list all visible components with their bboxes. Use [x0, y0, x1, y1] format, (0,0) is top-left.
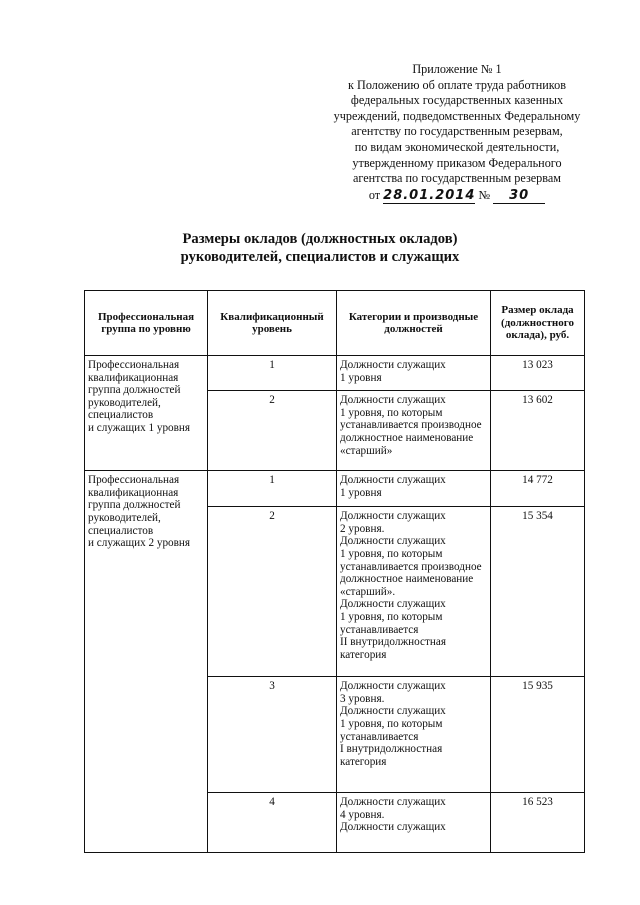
posts-line: 1 уровня — [340, 486, 382, 499]
cell-salary: 16 523 — [491, 793, 585, 853]
appendix-line: к Положению об оплате труда работников — [348, 77, 566, 92]
posts-line: 1 уровня, по которым — [340, 717, 443, 730]
cell-group-name — [85, 356, 208, 471]
posts-line: категория — [340, 755, 387, 768]
header-group: Профессиональная группа по уровню — [85, 291, 208, 356]
posts-line: II внутридолжностная — [340, 636, 446, 649]
group-name-line: квалификационная — [88, 371, 179, 384]
document-title — [0, 230, 640, 266]
cell-salary: 14 772 — [491, 471, 585, 507]
posts-line: устанавливается — [340, 730, 419, 743]
header-salary: Размер оклада (должностного оклада), руб. — [491, 291, 585, 356]
title-line-1: Размеры окладов (должностных окладов) — [182, 231, 458, 247]
posts-line: устанавливается производное — [340, 419, 482, 432]
cell-level: 2 — [208, 391, 337, 471]
cell-posts — [337, 793, 491, 853]
cell-posts — [337, 471, 491, 507]
cell-level: 2 — [208, 507, 337, 677]
posts-line: «старший». — [340, 585, 396, 598]
date-prefix: от — [368, 187, 381, 202]
posts-line: Должности служащих — [340, 680, 446, 693]
cell-level: 1 — [208, 356, 337, 391]
cell-level: 3 — [208, 677, 337, 793]
appendix-block — [318, 62, 596, 204]
cell-salary: 13 602 — [491, 391, 585, 471]
header-posts: Категории и производные должностей — [337, 291, 491, 356]
table-body — [85, 356, 585, 853]
header-level: Квалификационный уровень — [208, 291, 337, 356]
posts-line: Должности служащих — [340, 359, 446, 371]
group-name-line: и служащих 1 уровня — [88, 421, 191, 434]
number-prefix: № — [478, 187, 491, 202]
posts-line: Должности служащих — [340, 474, 446, 487]
posts-line: должностное наименование — [340, 431, 474, 444]
cell-group-name — [85, 471, 208, 853]
handwritten-number: 30 — [493, 189, 545, 204]
cell-level: 1 — [208, 471, 337, 507]
group-name-line: Профессиональная — [88, 359, 180, 371]
appendix-line: по видам экономической деятельности, — [354, 139, 560, 154]
posts-line: 3 уровня. — [340, 692, 385, 705]
title-line-2: руководителей, специалистов и служащих — [180, 249, 460, 265]
posts-line: Должности служащих — [340, 535, 446, 548]
group-name-line: квалификационная — [88, 486, 179, 499]
cell-posts — [337, 356, 491, 391]
table-header-row — [85, 291, 585, 356]
appendix-line: Приложение № 1 — [412, 62, 502, 76]
appendix-line: федеральных государственных казенных — [350, 93, 564, 108]
posts-line: Должности служащих — [340, 705, 446, 718]
group-name-line: и служащих 2 уровня — [88, 537, 191, 550]
posts-line: I внутридолжностная — [340, 743, 443, 756]
posts-line: 4 уровня. — [340, 808, 385, 821]
appendix-line: учреждений, подведомственных Федеральному — [333, 108, 581, 123]
posts-line: 1 уровня — [340, 371, 382, 384]
handwritten-date: 28.01.2014 — [383, 187, 476, 203]
posts-line: Должности служащих — [340, 598, 446, 611]
group-name-line: руководителей, — [88, 396, 161, 409]
group-name-line: группа должностей — [88, 499, 181, 512]
group-name-line: специалистов — [88, 524, 154, 537]
appendix-line: утвержденному приказом Федерального — [352, 155, 562, 170]
posts-line: 1 уровня, по которым — [340, 547, 443, 560]
posts-line: должностное наименование — [340, 573, 474, 586]
posts-line: устанавливается производное — [340, 560, 482, 573]
posts-line: «старший» — [340, 444, 393, 457]
appendix-line: агентства по государственным резервам — [353, 171, 561, 186]
salary-table — [84, 290, 585, 853]
posts-line: устанавливается — [340, 623, 419, 636]
cell-level: 4 — [208, 793, 337, 853]
group-name-line: специалистов — [88, 409, 154, 422]
posts-line: 1 уровня, по которым — [340, 610, 443, 623]
posts-line: Должности служащих — [340, 821, 446, 834]
appendix-line: агентству по государственным резервам, — [351, 124, 563, 139]
cell-posts — [337, 391, 491, 471]
table-row — [85, 471, 585, 507]
cell-posts — [337, 677, 491, 793]
order-date-line — [318, 188, 596, 204]
cell-posts — [337, 507, 491, 677]
cell-salary: 15 354 — [491, 507, 585, 677]
cell-salary: 13 023 — [491, 356, 585, 391]
posts-line: 2 уровня. — [340, 522, 385, 535]
posts-line: Должности служащих — [340, 796, 446, 809]
posts-line: 1 уровня, по которым — [340, 406, 443, 419]
posts-line: категория — [340, 648, 387, 661]
posts-line: Должности служащих — [340, 394, 446, 407]
cell-salary: 15 935 — [491, 677, 585, 793]
posts-line: Должности служащих — [340, 510, 446, 523]
group-name-line: Профессиональная — [88, 474, 180, 487]
group-name-line: руководителей, — [88, 511, 161, 524]
group-name-line: группа должностей — [88, 384, 181, 397]
table-row — [85, 356, 585, 391]
